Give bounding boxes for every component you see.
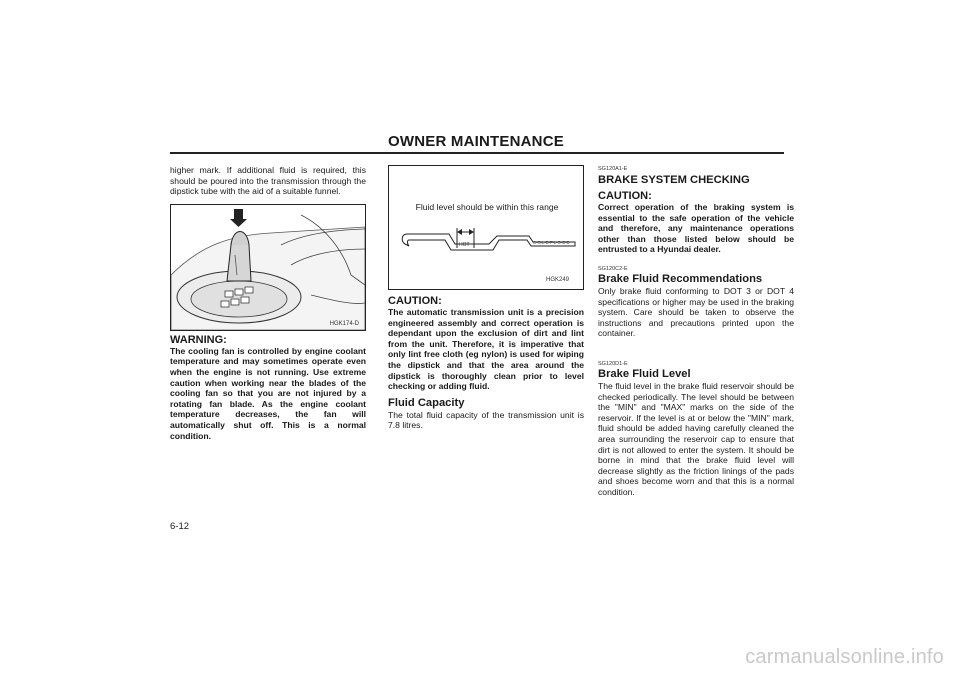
page-title: OWNER MAINTENANCE	[388, 133, 564, 150]
caution-text: The automatic transmission unit is a precision engineered assembly and correct operation is dependant upon the exclusion of dirt and lint from the unit. Therefore, it is imperative that only lint free cloth (eg nylon) is used for wiping the dipstick and that the area around the dipstick is thoroughly clean prior to level checking or adding fluid.	[388, 307, 584, 392]
figure-code: HGK174-D	[329, 320, 359, 327]
caution-heading: CAUTION:	[388, 295, 442, 307]
gear-shift-figure	[170, 204, 366, 331]
watermark: carmanualsonline.info	[745, 646, 944, 668]
brake-system-heading: BRAKE SYSTEM CHECKING	[598, 174, 750, 186]
right-column	[598, 165, 794, 497]
section-code: SG120C2-E	[598, 265, 628, 272]
brake-fluid-recommendations-text: Only brake fluid conforming to DOT 3 or DOT 4 specifications or higher may be used in the braking system. Care should be taken to observe the instructions and precautions printed upon the container.	[598, 285, 794, 339]
dipstick-illustration	[389, 166, 583, 289]
brake-fluid-level-text: The fluid level in the brake fluid reservoir should be checked periodically. The level should be between the "MIN" and "MAX" marks on the side of the reservoir. If the level is at or below the "MIN" mark, fluid should be added having carefully cleaned the area surrounding the reservoir cap to ensure that dirt is not allowed to enter the system. It should be borne in mind that the brake fluid level will decrease slightly as the friction linings of the pads and shoes become worn and that this is a normal condition.	[598, 380, 794, 497]
figure-code: HGK249	[545, 277, 569, 283]
intro-paragraph: higher mark. If additional fluid is required, this should be poured into the transmission through the dipstick tube with the aid of a suitable funnel.	[170, 165, 366, 197]
left-column	[170, 165, 366, 441]
warning-heading: WARNING:	[170, 333, 227, 346]
section-code: SG120D1-E	[598, 360, 628, 367]
header-rule	[170, 152, 784, 154]
fluid-capacity-text: The total fluid capacity of the transmission unit is 7.8 litres.	[388, 409, 584, 431]
brake-fluid-recommendations-heading: Brake Fluid Recommendations	[598, 272, 763, 285]
warning-text: The cooling fan is controlled by engine coolant temperature and may sometimes operate even when the engine is not running. Use extreme caution when working near the blades of the cooling fan so that you are not injured by a rotating fan blade. As the engine coolant temperature decreases, the fan will automatically shut off. This is a normal condition.	[170, 345, 366, 441]
page-number: 6-12	[170, 521, 190, 532]
gear-shift-illustration	[171, 205, 365, 330]
brake-caution-text: Correct operation of the braking system is essential to the safe operation of the vehicle and therefore, any maintenance operations other than those listed below should be entrusted to a Hyundai dealer.	[598, 202, 794, 255]
figure-caption: Fluid level should be within this range	[415, 202, 559, 212]
brake-fluid-level-heading: Brake Fluid Level	[598, 367, 691, 380]
middle-column	[388, 165, 584, 431]
brake-caution-heading: CAUTION:	[598, 190, 652, 202]
dipstick-cold-label: C-O-L-D-F-L-O-O-D	[533, 240, 570, 245]
dipstick-figure	[388, 165, 584, 290]
fluid-capacity-heading: Fluid Capacity	[388, 396, 465, 409]
section-code: SG120A1-E	[598, 166, 628, 172]
dipstick-hot-label: HOT	[459, 242, 470, 248]
